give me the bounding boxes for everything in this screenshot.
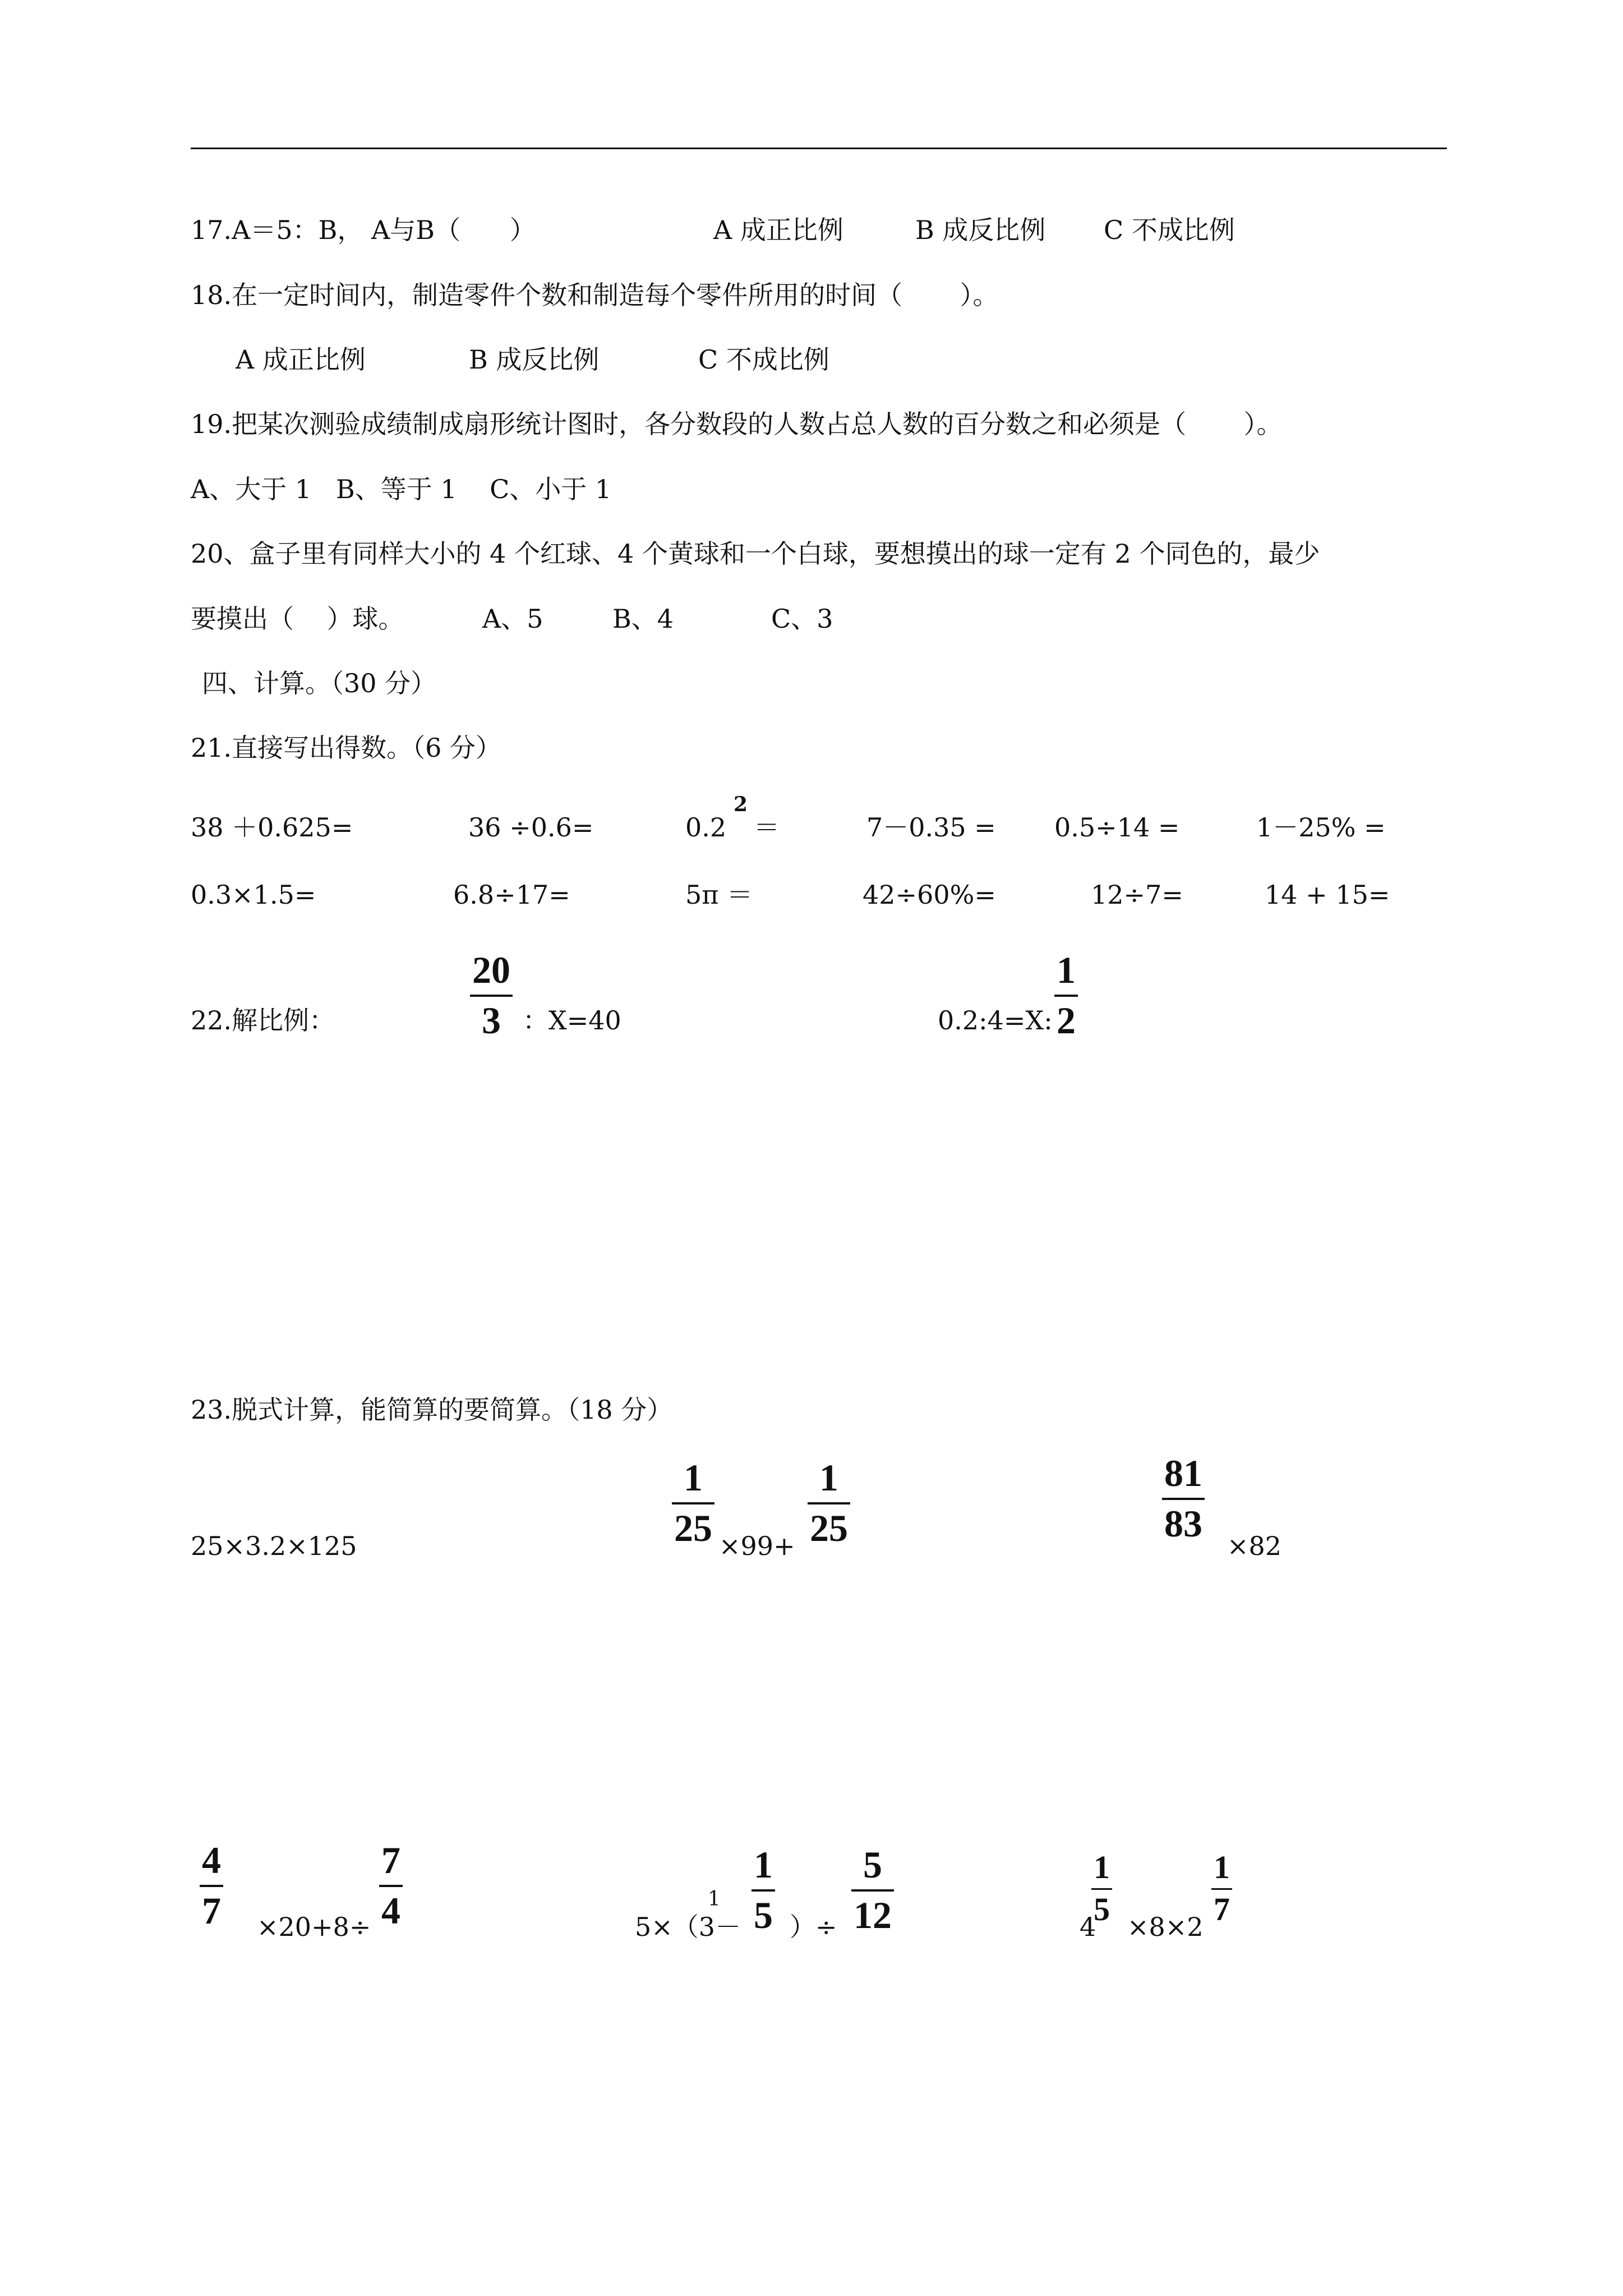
- fraction-bar: [1162, 1498, 1205, 1500]
- q21-item: 42÷60%=: [863, 880, 996, 910]
- q22-fraction: [1054, 949, 1078, 1042]
- q17-option-b: B 成反比例: [915, 215, 1046, 245]
- q23-expr-5-lead: 5×（3－: [635, 1912, 741, 1942]
- q21-item: 1－25% =: [1256, 812, 1386, 843]
- numerator: 7: [381, 1839, 400, 1881]
- denominator: 3: [482, 999, 501, 1042]
- q21-item: 38 ＋0.625=: [191, 812, 353, 843]
- q21-item: 6.8÷17=: [453, 880, 570, 910]
- q18-option-b: B 成反比例: [469, 344, 600, 375]
- q23-fraction: [379, 1841, 403, 1930]
- q23-fraction: [672, 1458, 714, 1547]
- fraction-bar: [1054, 995, 1078, 997]
- denominator: 25: [674, 1507, 712, 1549]
- denominator: 7: [202, 1889, 221, 1932]
- q21-item: 5π ＝: [685, 880, 753, 910]
- q23-fraction: [751, 1843, 775, 1936]
- q21-item: 7－0.35 =: [866, 812, 996, 843]
- q23-title: 23.脱式计算，能简算的要简算。（18 分）: [191, 1395, 673, 1425]
- numerator: 1: [754, 1843, 773, 1886]
- denominator: 12: [854, 1894, 892, 1936]
- q20-text-line1: 20、盒子里有同样大小的 4 个红球、4 个黄球和一个白球，要想摸出的球一定有 2 个同色的，最少: [191, 539, 1320, 569]
- fraction-bar: [851, 1889, 894, 1892]
- q23-fraction: [1091, 1851, 1112, 1926]
- q17-option-a: A 成正比例: [713, 215, 843, 245]
- numerator: 20: [472, 949, 510, 991]
- q23-expr-3-rest: ×82: [1227, 1531, 1282, 1561]
- denominator: 5: [1094, 1891, 1110, 1927]
- q23-expr-4-mid: ×20+8÷: [257, 1912, 371, 1942]
- q18-text: 18.在一定时间内，制造零件个数和制造每个零件所用的时间（ ）。: [191, 280, 999, 310]
- q17-text: 17.A＝5：B， A与B（ ）: [191, 215, 536, 245]
- q18-option-c: C 不成比例: [698, 344, 829, 375]
- fraction-bar: [672, 1502, 714, 1504]
- q23-expr-2-mid: ×99+: [719, 1531, 795, 1561]
- section-heading: 四、计算。（30 分）: [202, 668, 437, 698]
- fraction-bar: [470, 995, 513, 997]
- q20-option-c: C、3: [771, 604, 833, 634]
- denominator: 2: [1057, 999, 1076, 1042]
- q21-item: 0.5÷14 =: [1054, 812, 1180, 843]
- fraction-bar: [1211, 1888, 1232, 1890]
- q22-label: 22.解比例：: [191, 1005, 335, 1036]
- q23-expr-5-mid: ）÷: [790, 1912, 837, 1942]
- numerator: 4: [202, 1839, 221, 1881]
- fraction-bar: [1091, 1888, 1112, 1890]
- numerator: 1: [819, 1456, 838, 1499]
- q21-item: ＝: [754, 812, 780, 843]
- q23-expr-1: 25×3.2×125: [191, 1531, 357, 1561]
- q21-item: 12÷7=: [1091, 880, 1183, 910]
- numerator: 1: [1094, 1849, 1110, 1885]
- q21-item: 0.3×1.5=: [191, 880, 316, 910]
- denominator: 83: [1164, 1502, 1202, 1545]
- fraction-bar: [751, 1889, 775, 1892]
- numerator: 5: [863, 1843, 882, 1886]
- q22-proportion-2-lead: 0.2:4=X:: [938, 1005, 1053, 1036]
- q23-expr-6-whole: 4: [1080, 1912, 1096, 1942]
- q22-proportion-1-rest: ：X=40: [523, 1005, 621, 1036]
- q20-text-line2: 要摸出（ ）球。: [191, 604, 404, 634]
- header-rule: [191, 148, 1447, 149]
- q21-title: 21.直接写出得数。（6 分）: [191, 733, 502, 763]
- q23-fraction: [808, 1458, 850, 1547]
- q23-fraction: [851, 1843, 894, 1936]
- q23-fraction: [200, 1841, 223, 1930]
- denominator: 5: [754, 1894, 773, 1936]
- q18-option-a: A 成正比例: [236, 344, 366, 375]
- denominator: 4: [381, 1889, 400, 1932]
- numerator: 1: [1057, 949, 1076, 991]
- fraction-bar: [200, 1885, 223, 1887]
- q23-fraction: [1162, 1454, 1205, 1543]
- q23-expr-5-small-digit: 1: [708, 1888, 721, 1911]
- fraction-bar: [808, 1502, 850, 1504]
- denominator: 7: [1214, 1891, 1230, 1927]
- q20-option-a: A、5: [482, 604, 543, 634]
- q21-exponent: 2: [734, 793, 748, 816]
- q19-text: 19.把某次测验成绩制成扇形统计图时，各分数段的人数占总人数的百分数之和必须是（ ）。: [191, 409, 1283, 439]
- denominator: 25: [810, 1507, 848, 1549]
- fraction-bar: [379, 1885, 403, 1887]
- q19-options: A、大于 1 B、等于 1 C、小于 1: [191, 474, 612, 504]
- q23-expr-6-mid: ×8×2: [1127, 1912, 1204, 1942]
- numerator: 81: [1164, 1452, 1202, 1494]
- q21-item: 14 + 15=: [1265, 880, 1390, 910]
- q23-fraction: [1211, 1851, 1232, 1926]
- q21-item: 0.2: [685, 812, 727, 843]
- numerator: 1: [684, 1456, 703, 1499]
- q22-fraction: [470, 949, 513, 1042]
- numerator: 1: [1214, 1849, 1230, 1885]
- q20-option-b: B、4: [612, 604, 674, 634]
- q17-option-c: C 不成比例: [1104, 215, 1235, 245]
- q21-item: 36 ÷0.6=: [468, 812, 594, 843]
